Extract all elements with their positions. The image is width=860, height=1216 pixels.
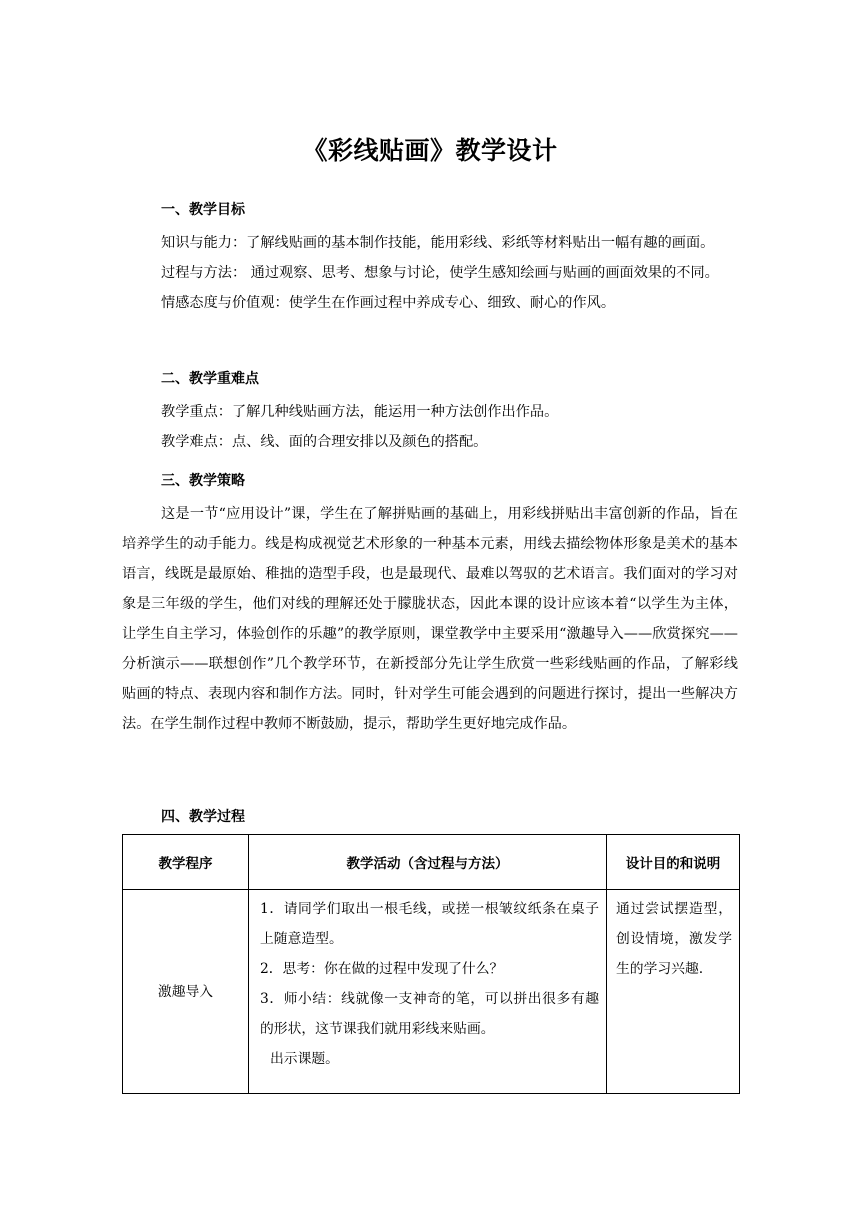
activity-step-4: 出示课题。 [270, 1051, 339, 1067]
objective-knowledge: 知识与能力：了解线贴画的基本制作技能，能用彩线、彩纸等材料贴出一幅有趣的画面。 [161, 235, 715, 251]
objective-process: 过程与方法： 通过观察、思考、想象与讨论，使学生感知绘画与贴画的画面效果的不同。 [161, 265, 719, 281]
key-point: 教学重点：了解几种线贴画方法，能运用一种方法创作出作品。 [161, 404, 559, 420]
section-key-points-body [122, 397, 738, 457]
section-heading-process: 四、教学过程 [161, 809, 245, 825]
header-activity: 教学活动（含过程与方法） [249, 835, 607, 890]
page-title: 《彩线贴画》教学设计 [302, 136, 558, 165]
activity-cell [249, 890, 607, 1094]
purpose-text: 通过尝试摆造型，创设情境，激发学生的学习兴趣. [616, 901, 732, 977]
section-heading-key-points: 二、教学重难点 [161, 371, 259, 387]
activity-step-1: 1．请同学们取出一根毛线，或搓一根皱纹纸条在桌子上随意造型。 [260, 901, 599, 947]
section-heading-strategy: 三、教学策略 [161, 473, 245, 489]
header-stage: 教学程序 [123, 835, 249, 890]
difficult-point: 教学难点：点、线、面的合理安排以及颜色的搭配。 [161, 434, 488, 450]
section-objectives-body [122, 228, 738, 318]
header-purpose: 设计目的和说明 [607, 835, 740, 890]
strategy-paragraph: 这是一节“应用设计”课，学生在了解拼贴画的基础上，用彩线拼贴出丰富创新的作品，旨在培养学生的动手能力。线是构成视觉艺术形象的一种基本元素，用线去描绘物体形象是美术的基本语言，线既是最原始、稚拙的造型手段，也是最现代、最难以驾驭的艺术语言。我们面对的学习对象是三年级的学生，他们对线的理解还处于朦胧状态，因此本课的设计应该本着“以学生为主体，让学生自主学习，体验创作的乐趣”的教学原则，课堂教学中主要采用“激趣导入——欣赏探究——分析演示——联想创作”几个教学环节，在新授部分先让学生欣赏一些彩线贴画的作品，了解彩线贴画的特点、表现内容和制作方法。同时，针对学生可能会遇到的问题进行探讨，提出一些解决方法。在学生制作过程中教师不断鼓励，提示，帮助学生更好地完成作品。 [122, 506, 738, 732]
stage-cell: 激趣导入 [123, 890, 249, 1094]
activity-step-2: 2．思考：你在做的过程中发现了什么？ [260, 961, 504, 977]
section-heading-objectives: 一、教学目标 [161, 202, 245, 218]
table-header-row [123, 835, 740, 890]
activity-step-3: 3．师小结：线就像一支神奇的笔，可以拼出很多有趣的形状，这节课我们就用彩线来贴画。 [260, 991, 599, 1037]
objective-attitude: 情感态度与价值观：使学生在作画过程中养成专心、细致、耐心的作风。 [161, 295, 616, 311]
section-strategy-body [122, 499, 738, 739]
purpose-cell [607, 890, 740, 1094]
table-row [123, 890, 740, 1094]
teaching-process-table [122, 834, 740, 1094]
